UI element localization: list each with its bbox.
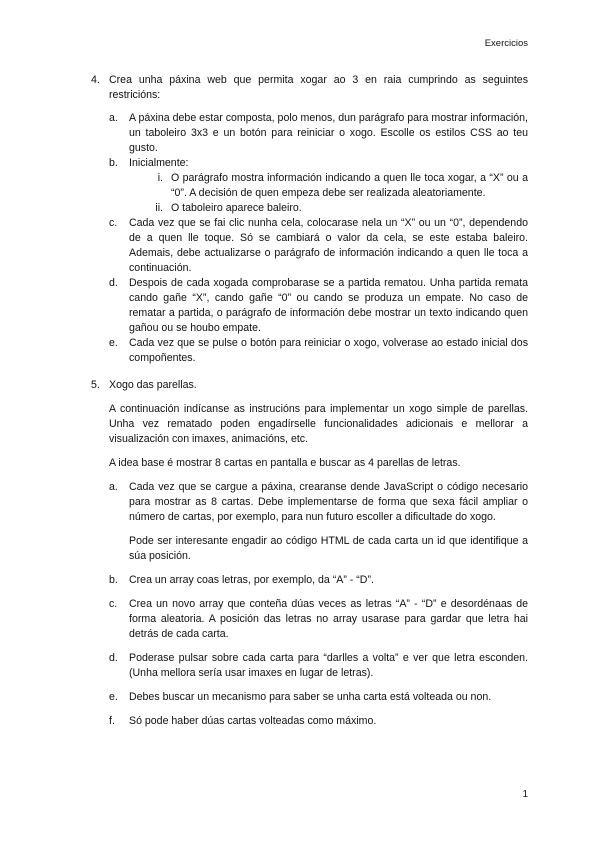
list-item	[109, 336, 528, 366]
list-label: d.	[109, 277, 118, 289]
paragraph: A continuación indícanse as instrucións para implementar un xogo simple de parellas. Unha vez rematado poden engadírselle funcionalidades adicionais e mellorar a visualización con imaxes, animacións, etc.	[109, 403, 528, 445]
list-text: Cada vez que se cargue a páxina, crearanse dende JavaScript o código necesario para mostrar as 8 cartas. Debe implementarse de forma que sexa fácil ampliar o número de cartas, por exemplo, para nun futuro escoller a dificultade do xogo.	[129, 481, 528, 523]
exercise-5	[91, 378, 528, 729]
list-extra-text: Pode ser interesante engadir ao código HTML de cada carta un id que identifique a súa posición.	[129, 535, 528, 562]
exercise-title: Crea unha páxina web que permita xogar ao 3 en raia cumprindo as seguintes restricións:	[109, 74, 528, 101]
list-text: Cada vez que se fai clic nunha cela, colocarase nela un “X” ou un “0”, dependendo de a quen lle toque. Só se cambiará o valor da cela, se este estaba baleiro. Ademais, debe actualizarse o parágrafo de información indicando a quen lle toca a continuación.	[129, 217, 528, 274]
list-label: d.	[109, 652, 118, 664]
list-label: e.	[109, 691, 118, 703]
list-item	[109, 111, 528, 156]
list-label: a.	[109, 112, 118, 124]
list-label: f.	[109, 715, 115, 727]
list-label: a.	[109, 481, 118, 493]
list-item	[109, 597, 528, 642]
list-item	[109, 156, 528, 216]
nested-list-text: O taboleiro aparece baleiro.	[171, 202, 302, 214]
nested-list-label: i.	[157, 172, 163, 184]
list-text: Crea un array coas letras, por exemplo, da “A” - “D”.	[129, 574, 374, 586]
list-text: A páxina debe estar composta, polo menos, dun parágrafo para mostrar información, un taboleiro 3x3 e un botón para reiniciar o xogo. Escolle os estilos CSS ao teu gusto.	[129, 112, 528, 154]
nested-list-item	[146, 201, 528, 216]
list-item	[109, 573, 528, 588]
list-text: Inicialmente:	[129, 157, 189, 169]
exercise-4	[91, 73, 528, 366]
list-text: Debes buscar un mecanismo para saber se unha carta está volteada ou non.	[129, 691, 492, 703]
exercise-number: 5.	[91, 379, 100, 391]
list-item	[109, 651, 528, 681]
nested-list-item	[146, 171, 528, 201]
list-text: Despois de cada xogada comprobarase se a partida rematou. Unha partida remata cando gañe “X”, cando gañe “0” ou cando se produza un empate. No caso de rematar a partida, o parágrafo de información debe mostrar un texto indicando quen gañou ou se houbo empate.	[129, 277, 528, 334]
list-item	[109, 690, 528, 705]
nested-list-text: O parágrafo mostra información indicando a quen lle toca xogar, a “X” ou a “0”. A decisión de quen empeza debe ser realizada aleatoriamente.	[171, 172, 528, 199]
list-text: Crea un novo array que conteña dúas veces as letras “A” - “D” e desordénaas de forma aleatoria. A posición das letras no array usarase para gardar que letra hai detrás de cada carta.	[129, 598, 528, 640]
paragraph: A idea base é mostrar 8 cartas en pantalla e buscar as 4 parellas de letras.	[109, 457, 461, 469]
list-label: c.	[109, 598, 118, 610]
list-item	[109, 216, 528, 276]
document-body	[91, 73, 528, 729]
list-label: b.	[109, 157, 118, 169]
list-label: c.	[109, 217, 118, 229]
page-header: Exercicios	[484, 38, 528, 49]
nested-list-label: ii.	[155, 202, 163, 214]
list-text: Só pode haber dúas cartas volteadas como máximo.	[129, 715, 377, 727]
exercise-number: 4.	[91, 74, 100, 86]
list-item	[109, 714, 528, 729]
list-text: Cada vez que se pulse o botón para reiniciar o xogo, volverase ao estado inicial dos compoñentes.	[129, 337, 528, 364]
page-number: 1	[522, 789, 528, 800]
list-text: Poderase pulsar sobre cada carta para “darlles a volta” e ver que letra esconden. (Unha mellora sería usar imaxes en lugar de letras).	[129, 652, 528, 679]
list-item	[109, 276, 528, 336]
list-label: e.	[109, 337, 118, 349]
list-label: b.	[109, 574, 118, 586]
exercise-title: Xogo das parellas.	[109, 379, 197, 391]
list-item	[109, 480, 528, 564]
